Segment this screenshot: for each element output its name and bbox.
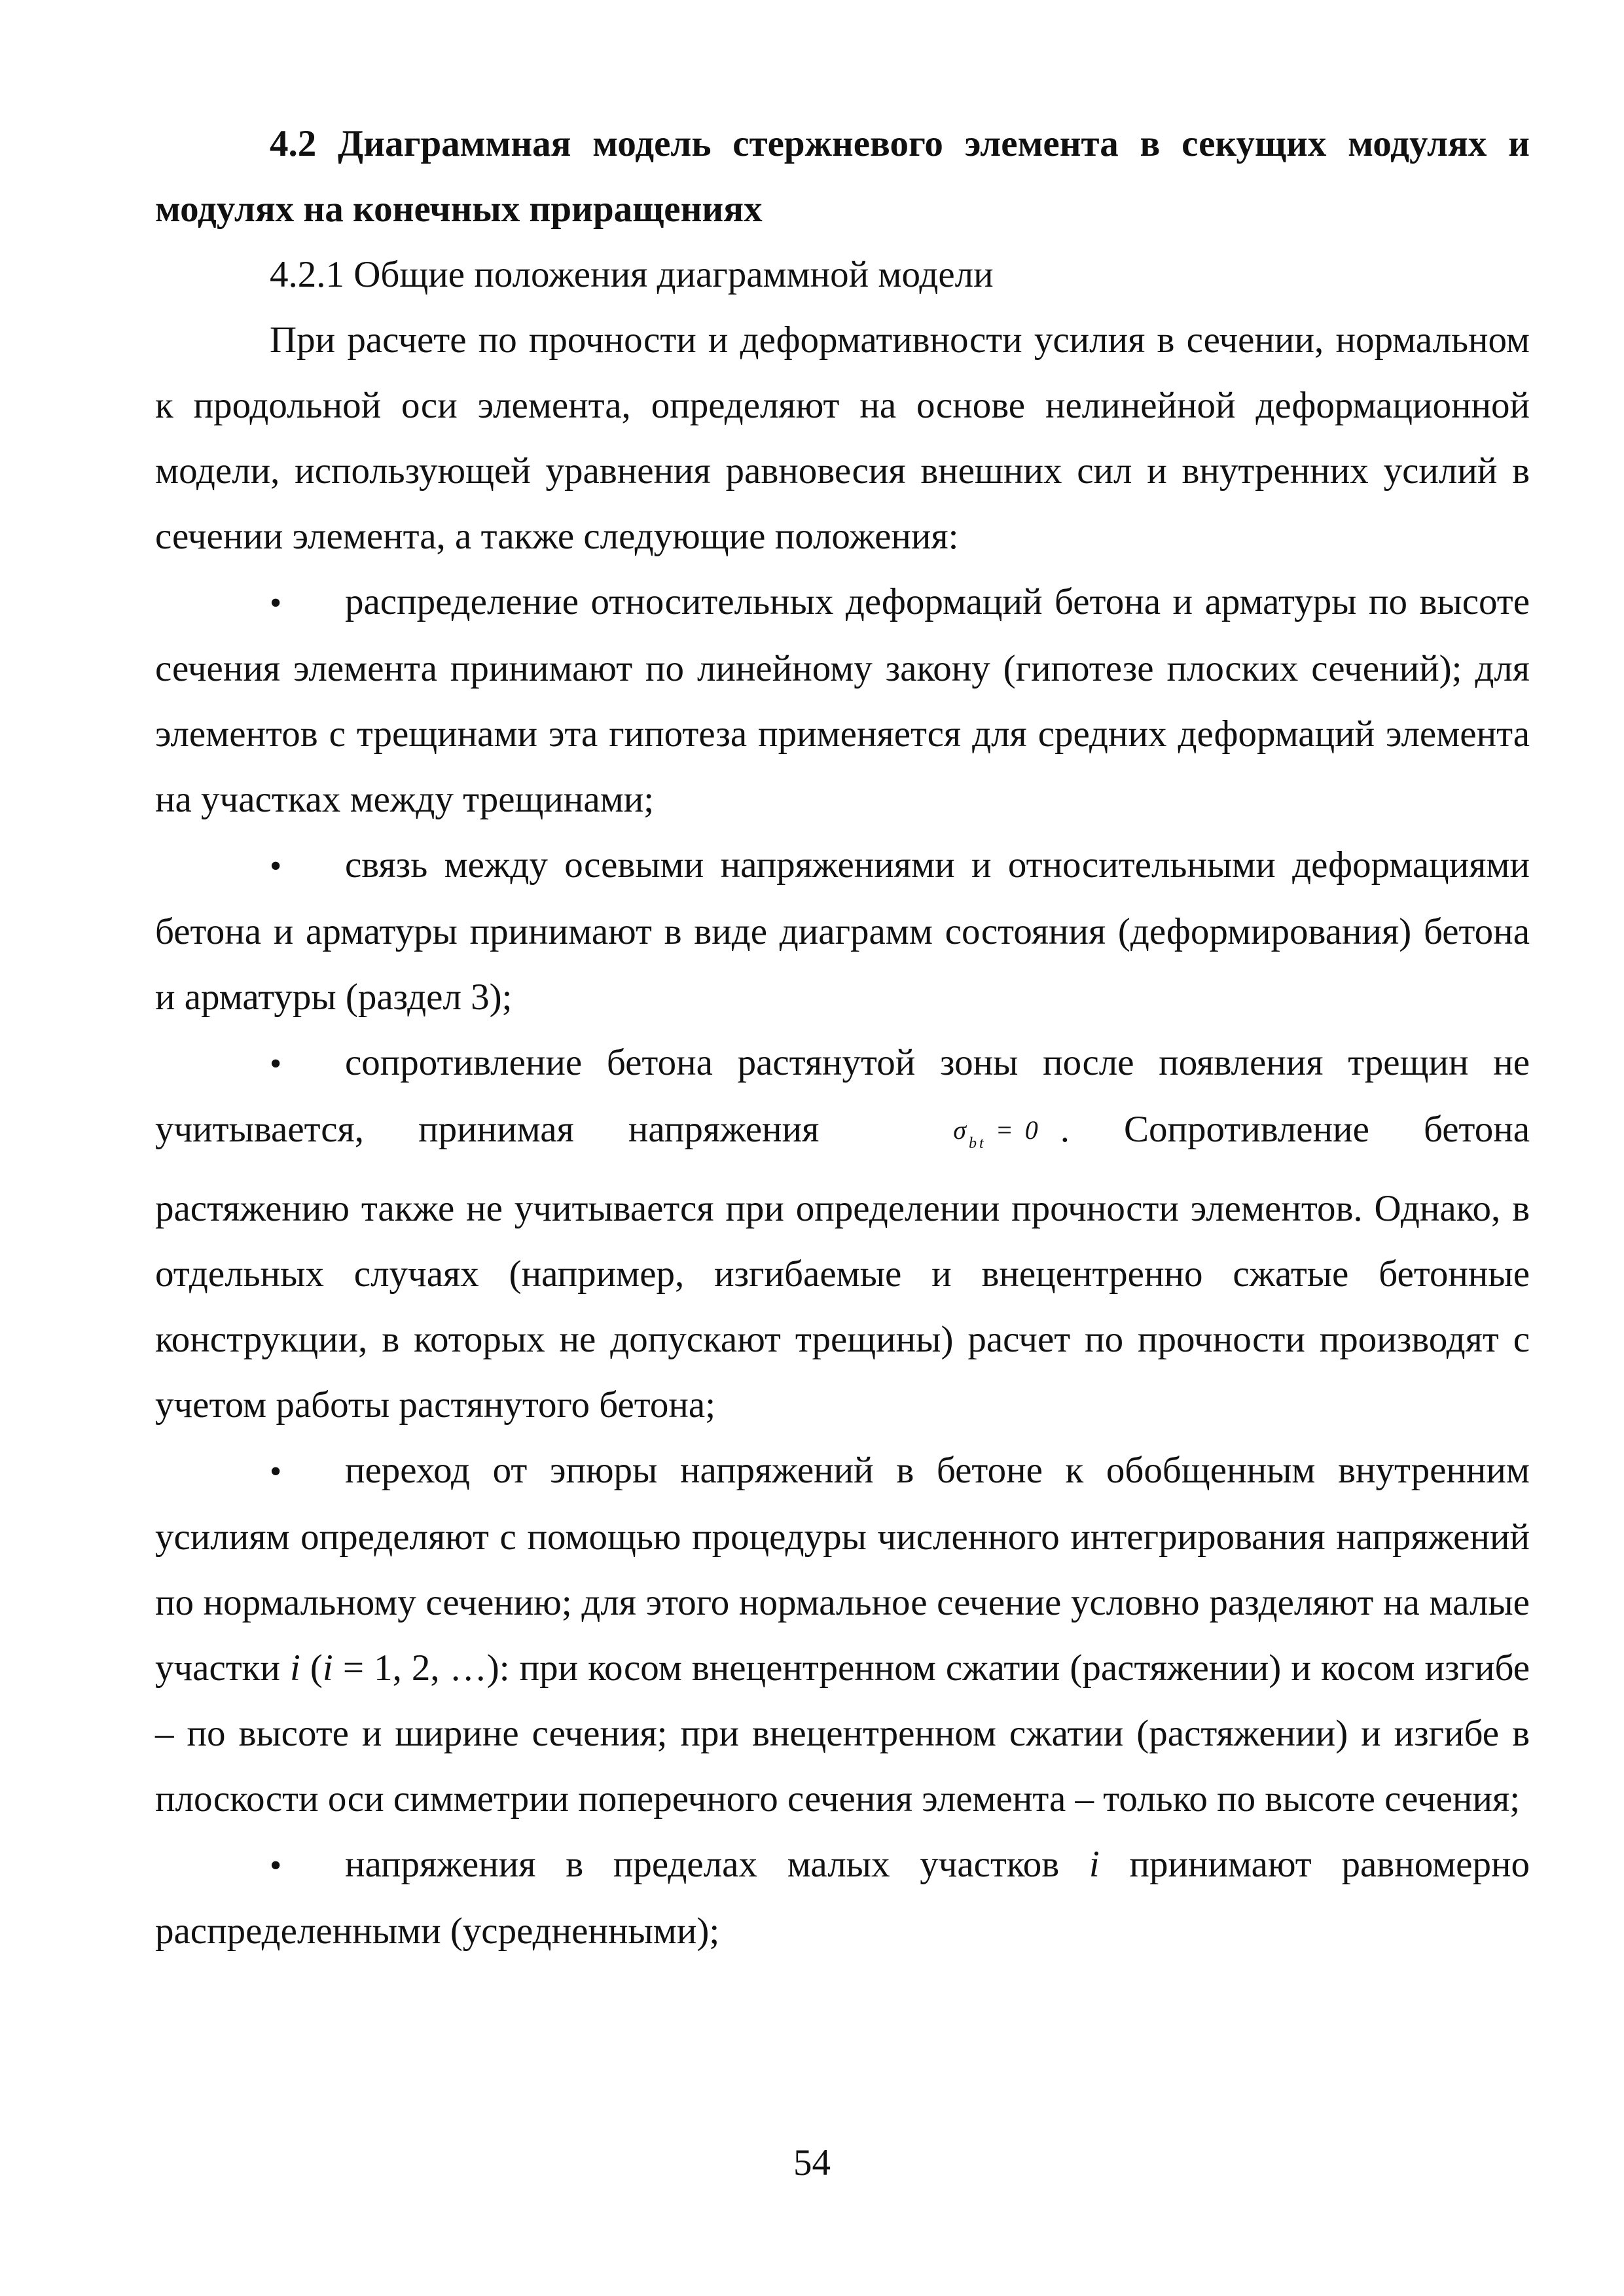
section-heading: 4.2 Диаграммная модель стержневого элемента в секущих модулях и модулях на конечных приращениях xyxy=(155,123,1530,230)
list-item xyxy=(155,1438,1530,1832)
list-item-text: переход от эпюры напряжений в бетоне к обобщенным внутренним усилиям определяют с помощью процедуры численного интегрирования напряжений по нормальному сечению; для этого нормальное сечение условно разделяют на малые участки xyxy=(155,1450,1530,1689)
list-item xyxy=(155,833,1530,1030)
bullet-icon: • xyxy=(270,848,282,885)
formula-symbol: σ xyxy=(953,1115,969,1145)
list-item xyxy=(155,1832,1530,1964)
list-item-text: напряжения в пределах малых участков xyxy=(345,1844,1060,1885)
list-item-text: = 1, 2, …): при косом внецентренном сжатии (растяжении) и косом изгибе – по высоте и ширине сечения; при внецентренном сжатии (растяжении) и изгибе в плоскости оси симметрии поперечного сечения элемента – только по высоте сечения; xyxy=(155,1647,1530,1820)
formula-subscript: bt xyxy=(969,1135,986,1152)
subsection-heading: 4.2.1 Общие положения диаграммной модели xyxy=(270,254,994,295)
list-item-text: сопротивление бетона растянутой зоны после появления трещин не учитывается, принимая напряжения xyxy=(155,1042,1530,1150)
intro-paragraph: При расчете по прочности и деформативности усилия в сечении, нормальном к продольной оси элемента, определяют на основе нелинейной деформационной модели, использующей уравнения равновесия внешних сил и внутренних усилий в сечении элемента, а также следующие положения: xyxy=(155,319,1530,557)
bullet-icon: • xyxy=(270,1453,282,1490)
page-number: 54 xyxy=(793,2142,831,2183)
bullet-icon: • xyxy=(270,584,282,622)
list-item-text: распределение относительных деформаций бетона и арматуры по высоте сечения элемента принимают по линейному закону (гипотезе плоских сечений); для элементов с трещинами эта гипотеза применяется для средних деформаций элемента на участках между трещинами; xyxy=(155,581,1530,820)
list-item-text: принимают равномерно распределенными (усредненными); xyxy=(155,1844,1530,1952)
document-page xyxy=(155,111,1530,1964)
list-item xyxy=(155,1030,1530,1438)
formula-rest: = 0 xyxy=(995,1115,1041,1145)
formula xyxy=(839,1098,1040,1176)
variable: i xyxy=(322,1647,333,1689)
variable: i xyxy=(289,1647,300,1689)
list-item-text: . Сопротивление бетона растяжению также не учитывается при определении прочности элементов. Однако, в отдельных случаях (например, изгибаемые и внецентренно сжатые бетонные конструкции, в которых не допускают трещины) расчет по прочности производят с учетом работы растянутого бетона; xyxy=(155,1109,1530,1426)
list-item xyxy=(155,569,1530,833)
list-item-text: связь между осевыми напряжениями и относительными деформациями бетона и арматуры принимают в виде диаграмм состояния (деформирования) бетона и арматуры (раздел 3); xyxy=(155,844,1530,1018)
bullet-icon: • xyxy=(270,1045,282,1083)
variable: i xyxy=(1089,1844,1100,1885)
list-item-text: ( xyxy=(310,1647,323,1689)
bullet-icon: • xyxy=(270,1847,282,1884)
